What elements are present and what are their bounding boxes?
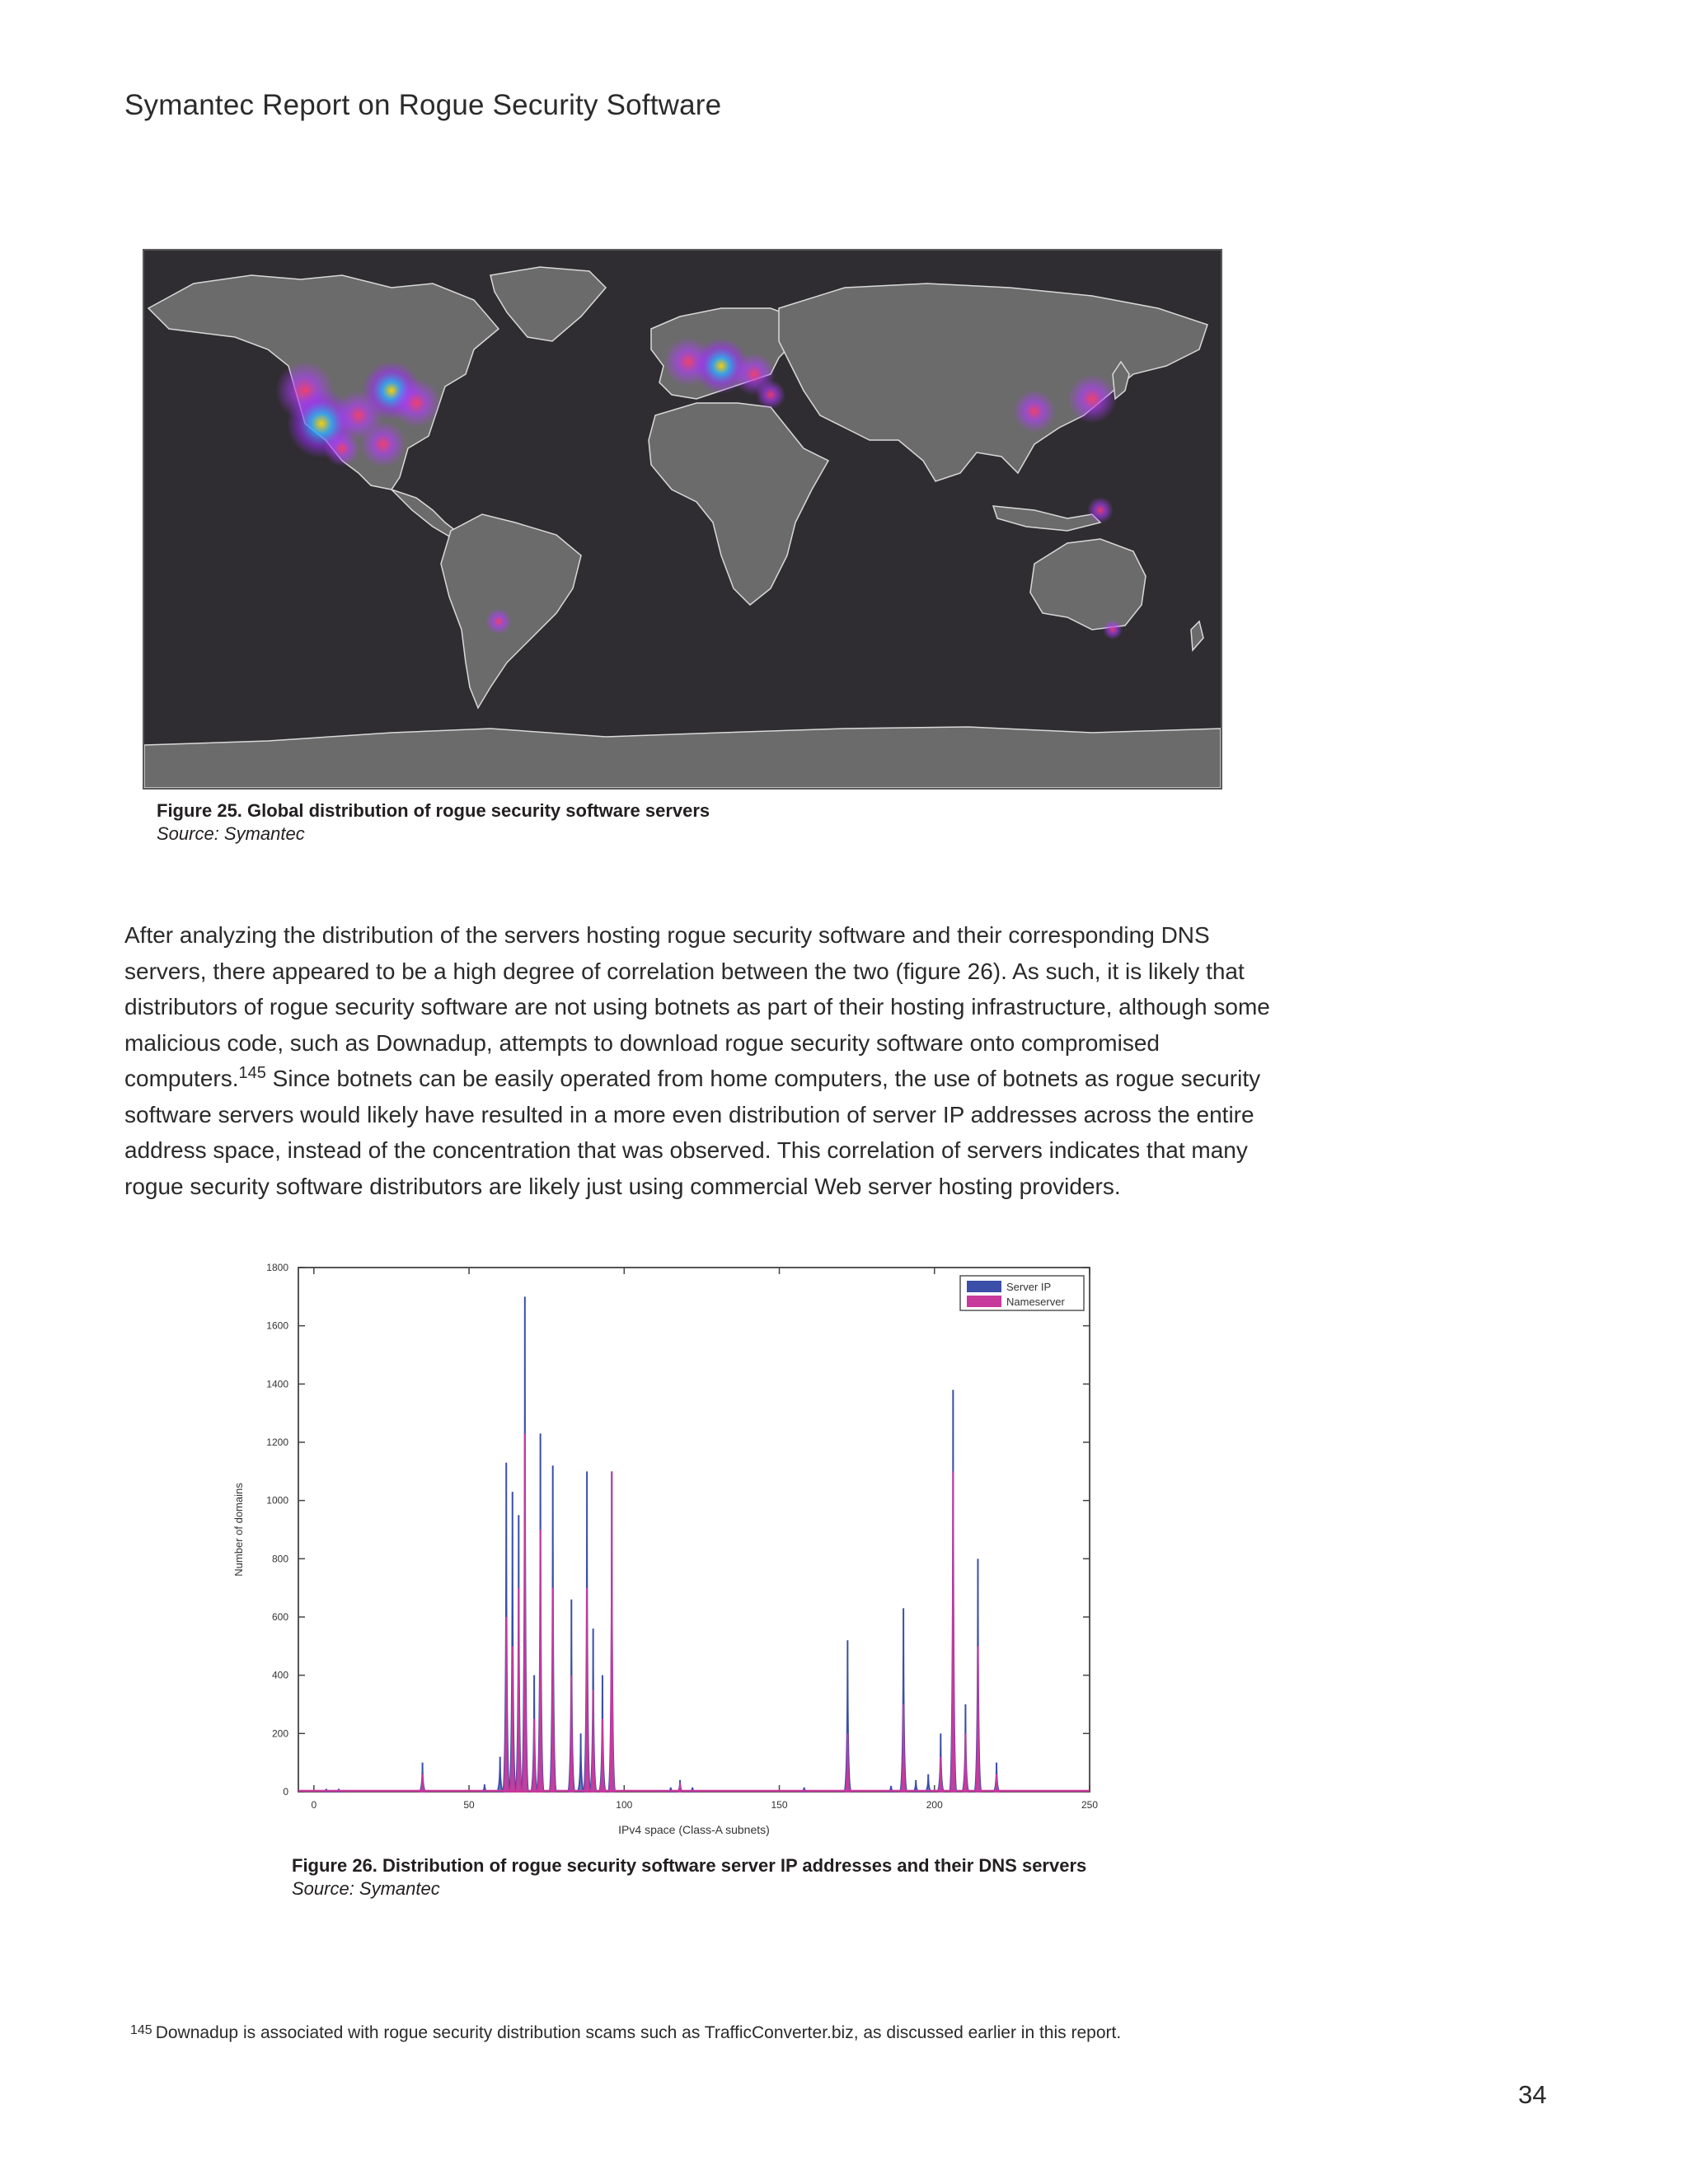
y-tick-label: 1600: [266, 1319, 288, 1332]
y-tick-label: 0: [283, 1786, 288, 1797]
figure-25-source: Source: Symantec: [157, 823, 305, 844]
x-tick-label: 200: [926, 1799, 943, 1811]
x-axis-label: IPv4 space (Class-A subnets): [618, 1823, 770, 1836]
y-tick-label: 800: [271, 1553, 288, 1565]
figure-26-source: Source: Symantec: [292, 1878, 440, 1899]
x-tick-label: 50: [463, 1799, 475, 1811]
figure-25-title: Figure 25. Global distribution of rogue security software servers: [157, 800, 710, 821]
footnote: [130, 2023, 1121, 2043]
x-tick-label: 0: [311, 1799, 317, 1811]
y-tick-label: 200: [271, 1727, 288, 1740]
figure-26-chart: [223, 1253, 1113, 1846]
distribution-chart: [223, 1253, 1113, 1846]
y-tick-label: 1800: [266, 1262, 288, 1273]
body-text-part2: Since botnets can be easily operated from home computers, the use of botnets as rogue security software servers would likely have resulted in a more even distribution of server IP addresses across the entire address space, instead of the concentration that was observed. This correlation of servers indicates that many rogue security software distributors are likely just using commercial Web server hosting providers.: [124, 1066, 1261, 1199]
body-paragraph: [124, 917, 1278, 1204]
y-tick-label: 400: [271, 1669, 288, 1681]
legend-label-server-ip: Server IP: [1006, 1281, 1052, 1293]
running-header: Symantec Report on Rogue Security Software: [124, 89, 722, 121]
page-number: 34: [1518, 2080, 1547, 2109]
x-tick-label: 150: [771, 1799, 788, 1811]
x-tick-label: 100: [616, 1799, 633, 1811]
y-tick-label: 1400: [266, 1378, 288, 1390]
world-map: [144, 251, 1221, 788]
legend-swatch-nameserver: [967, 1296, 1001, 1307]
x-tick-label: 250: [1081, 1799, 1099, 1811]
footnote-text: Downadup is associated with rogue security distribution scams such as TrafficConverter.biz, as discussed earlier in this report.: [155, 2023, 1122, 2042]
y-axis-label: Number of domains: [232, 1483, 245, 1577]
legend-swatch-server-ip: [967, 1281, 1001, 1292]
figure-26-title: Figure 26. Distribution of rogue security software server IP addresses and their DNS servers: [292, 1855, 1087, 1876]
y-tick-label: 600: [271, 1611, 288, 1623]
footnote-number: 145: [130, 2023, 152, 2037]
plot-area: [298, 1268, 1090, 1792]
footnote-reference[interactable]: 145: [238, 1064, 266, 1082]
figure-25-caption: [157, 799, 710, 846]
body-text-part1: After analyzing the distribution of the servers hosting rogue security software and their corresponding DNS servers, there appeared to be a high degree of correlation between the two (figure 26). As such, it is likely that distributors of rogue security software are not using botnets as part of their hosting infrastructure, although some malicious code, such as Downadup, attempts to download rogue security software onto compromised computers.: [124, 922, 1270, 1091]
y-tick-label: 1000: [266, 1494, 288, 1507]
legend-label-nameserver: Nameserver: [1006, 1296, 1065, 1308]
world-map-figure: [143, 249, 1222, 790]
figure-26-caption: [292, 1854, 1086, 1900]
y-tick-label: 1200: [266, 1436, 288, 1448]
legend: [960, 1276, 1084, 1310]
